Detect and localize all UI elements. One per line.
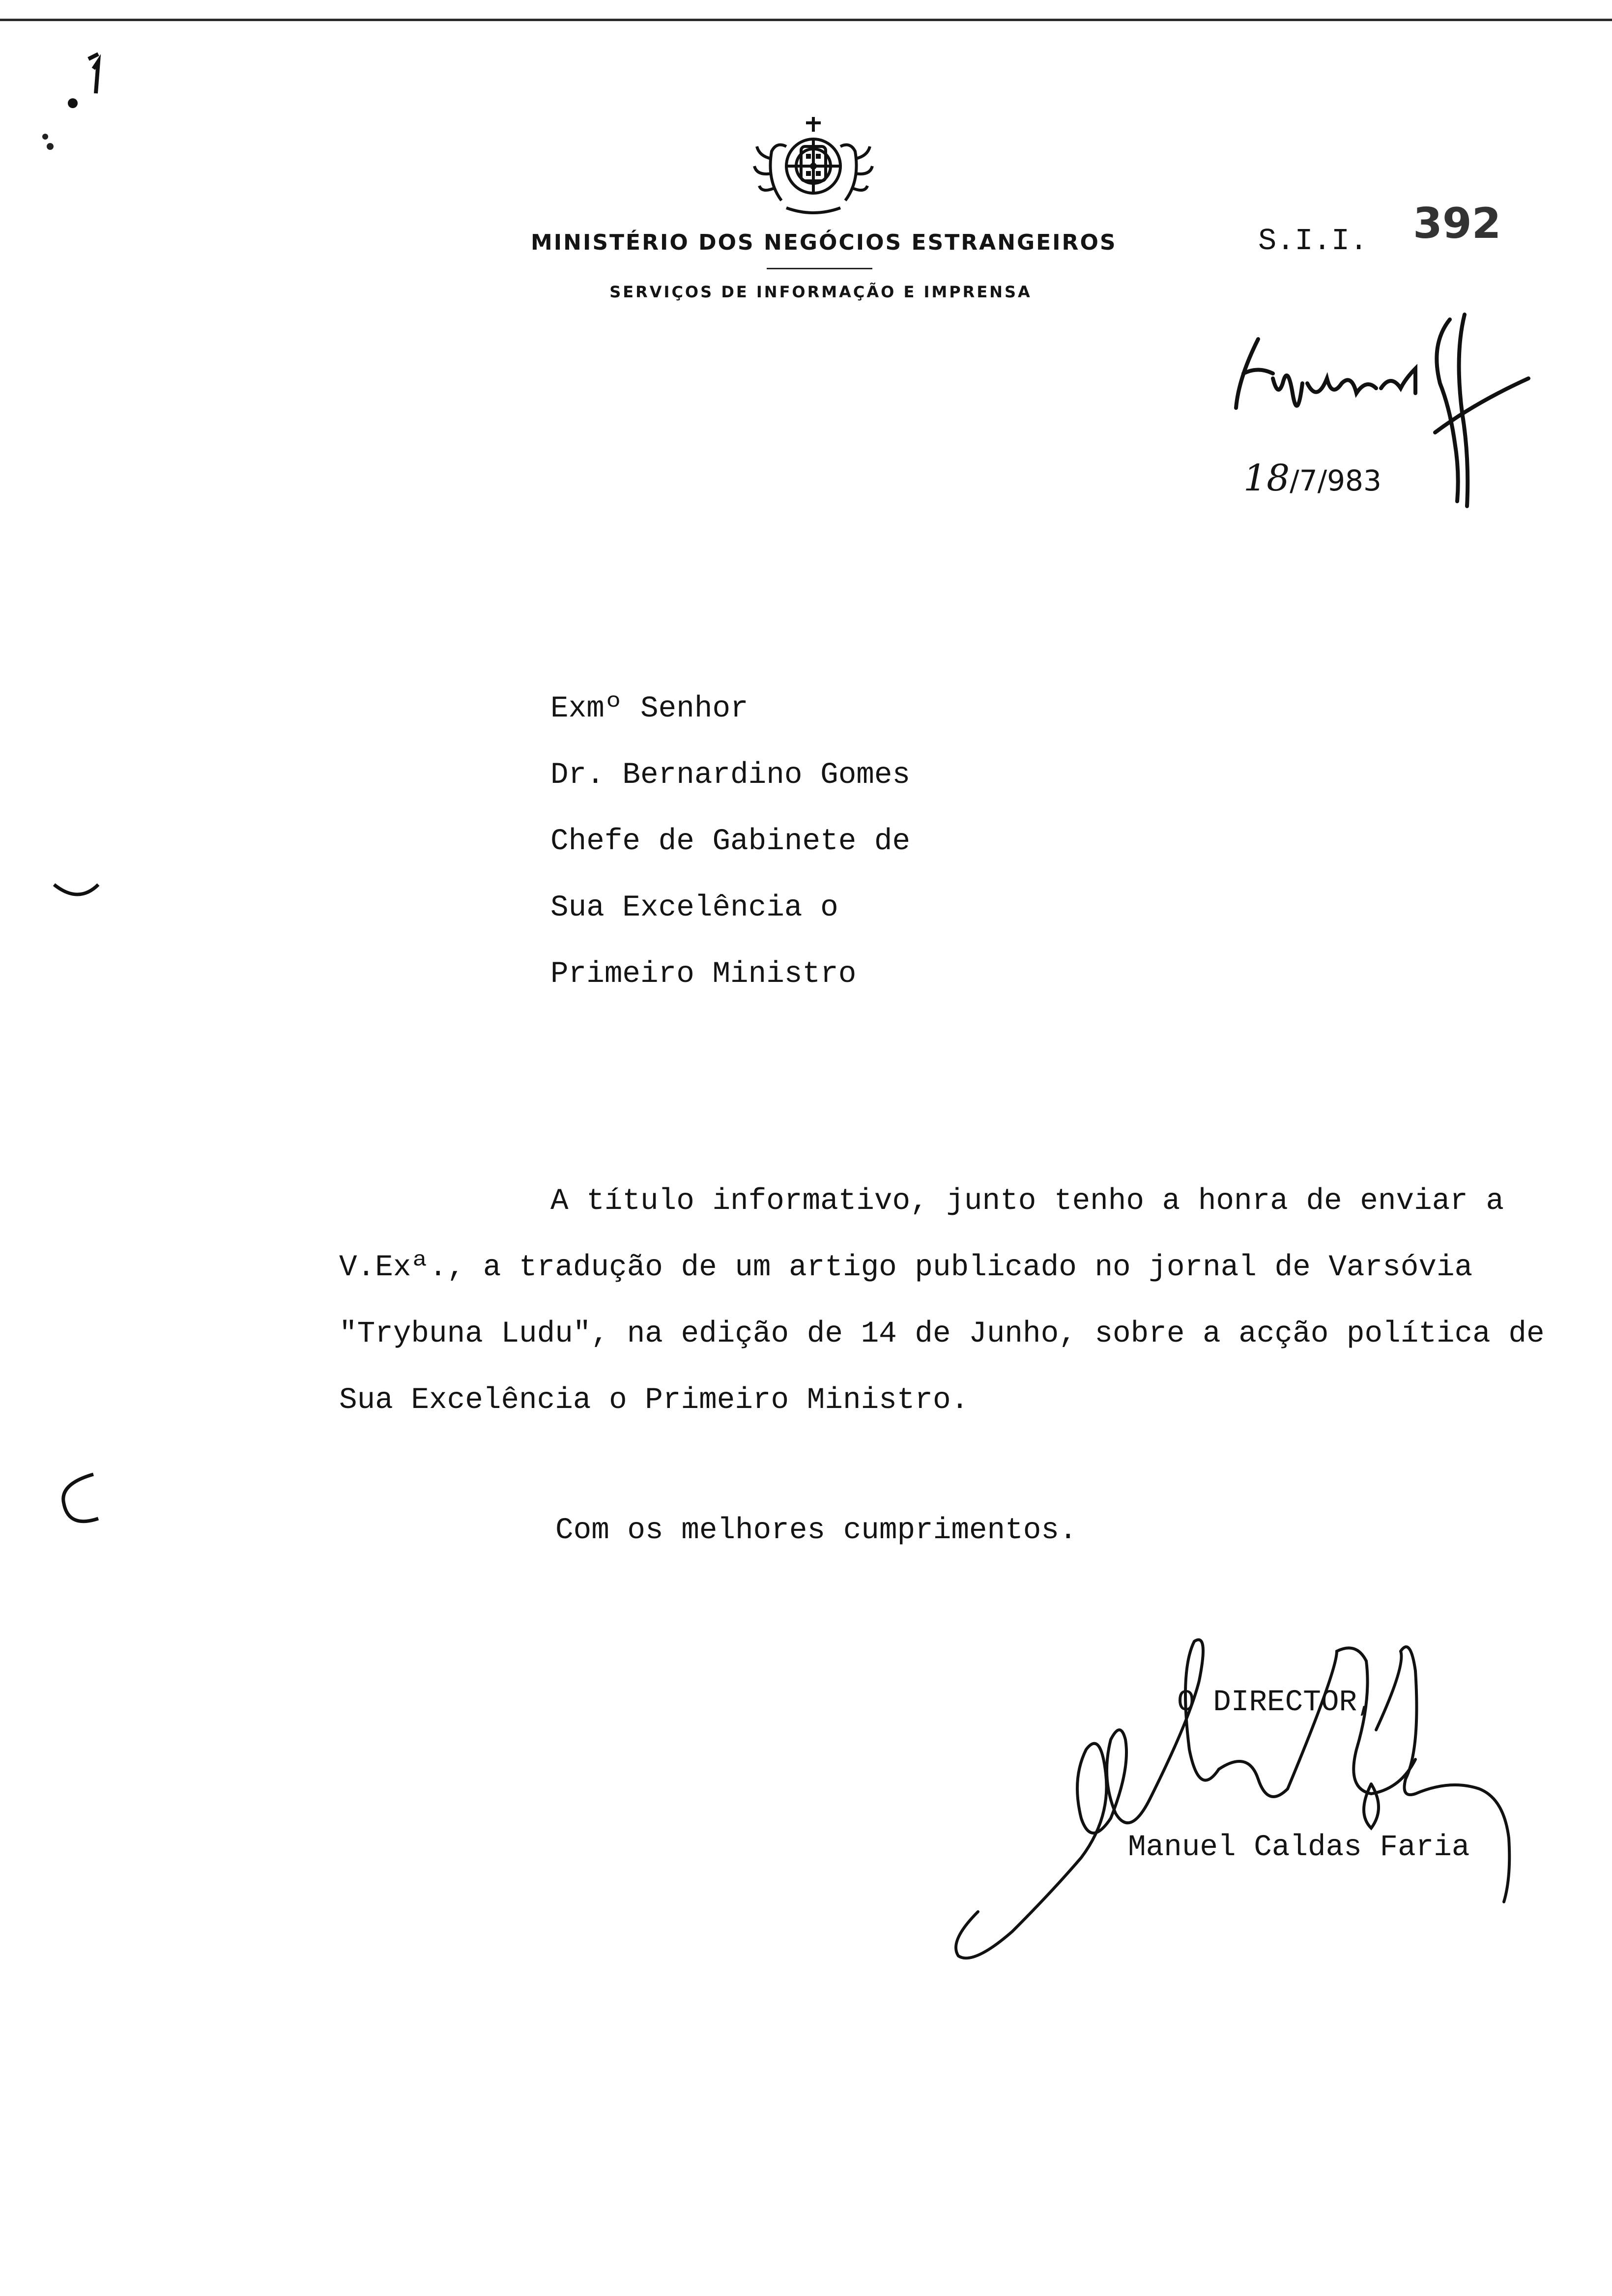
- date-day: 18: [1243, 457, 1290, 499]
- date-month-year: /7/983: [1290, 464, 1382, 497]
- closing-line: Com os melhores cumprimentos.: [555, 1514, 1077, 1548]
- signatory-name: Manuel Caldas Faria: [1128, 1831, 1470, 1865]
- addressee-line-3: Chefe de Gabinete de: [550, 825, 911, 859]
- addressee-line-5: Primeiro Ministro: [550, 957, 857, 991]
- addressee-line-4: Sua Excelência o: [550, 891, 838, 925]
- body-line-4: Sua Excelência o Primeiro Ministro.: [339, 1383, 969, 1417]
- page-number-stamp: 392: [1413, 199, 1501, 248]
- body-line-3: "Trybuna Ludu", na edição de 14 de Junho, sobre a acção política de: [339, 1317, 1545, 1351]
- reference-code: S.I.I.: [1258, 224, 1368, 258]
- ministry-name: MINISTÉRIO DOS NEGÓCIOS ESTRANGEIROS: [531, 230, 1117, 255]
- body-line-1: A título informativo, junto tenho a honra de enviar a: [550, 1184, 1504, 1218]
- addressee-line-1: Exmº Senhor: [550, 692, 748, 726]
- addressee-line-2: Dr. Bernardino Gomes: [550, 758, 911, 792]
- signatory-title: O DIRECTOR,: [1177, 1686, 1375, 1720]
- body-line-2: V.Exª., a tradução de um artigo publicado no jornal de Varsóvia: [339, 1251, 1473, 1285]
- service-name: SERVIÇOS DE INFORMAÇÃO E IMPRENSA: [609, 283, 1032, 301]
